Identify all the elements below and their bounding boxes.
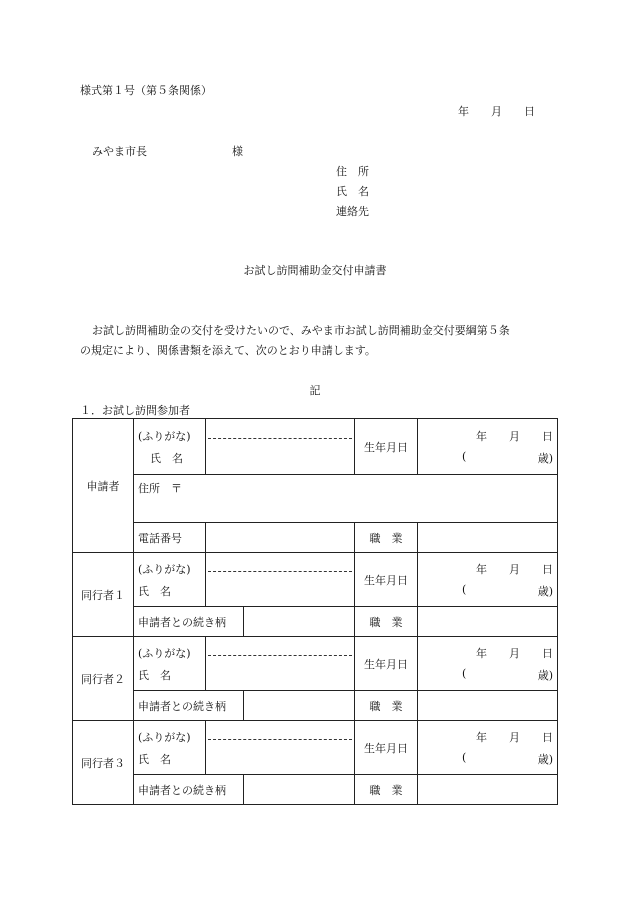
companion3-label: 同行者３ xyxy=(73,721,134,805)
date-ymd: 年 月 日 xyxy=(476,562,553,576)
companion3-relation-row xyxy=(73,775,558,805)
name-label: 氏 名 xyxy=(138,584,171,598)
name-label: 氏 名 xyxy=(138,668,171,682)
date-ymd: 年 月 日 xyxy=(476,730,553,744)
occupation-label: 職 業 xyxy=(355,607,418,637)
companion2-name-input[interactable] xyxy=(206,637,355,691)
companion2-relation-row xyxy=(73,691,558,721)
honorific: 様 xyxy=(232,145,243,158)
relation-label: 申請者との続き柄 xyxy=(134,691,244,721)
applicant-phone-row xyxy=(73,523,558,553)
furigana-label: (ふりがな) xyxy=(138,429,191,443)
companion2-relation-input[interactable] xyxy=(244,691,355,721)
body-text-line2: の規定により、関係書類を添えて、次のとおり申請します。 xyxy=(80,344,376,357)
companion3-name-input[interactable] xyxy=(206,721,355,775)
companion2-occupation-input[interactable] xyxy=(418,691,558,721)
address-label: 住所 〒 xyxy=(138,482,182,495)
furigana-label: (ふりがな) xyxy=(138,562,191,576)
furigana-line xyxy=(208,559,352,572)
occupation-label: 職 業 xyxy=(355,691,418,721)
relation-label: 申請者との続き柄 xyxy=(134,607,244,637)
birthdate-label: 生年月日 xyxy=(355,721,418,775)
birthdate-label: 生年月日 xyxy=(355,553,418,607)
applicant-address-row xyxy=(73,475,558,523)
applicant-label: 申請者 xyxy=(73,419,134,553)
phone-input[interactable] xyxy=(206,523,355,553)
date-line: 年 月 日 xyxy=(458,105,535,118)
age-field: ( 歳) xyxy=(462,750,553,766)
companion3-name-labels xyxy=(134,721,206,775)
name-label: 氏 名 xyxy=(150,451,183,465)
relation-label: 申請者との続き柄 xyxy=(134,775,244,805)
applicant-name-input[interactable] xyxy=(206,419,355,475)
companion1-name-input[interactable] xyxy=(206,553,355,607)
companion1-occupation-input[interactable] xyxy=(418,607,558,637)
furigana-label: (ふりがな) xyxy=(138,730,191,744)
applicant-name-row xyxy=(73,419,558,475)
document-title: お試し訪問補助金交付申請書 xyxy=(243,264,387,277)
applicant-address-input[interactable] xyxy=(134,475,558,523)
recipient: みやま市長 xyxy=(92,145,147,158)
companion2-name-row xyxy=(73,637,558,691)
companion3-occupation-input[interactable] xyxy=(418,775,558,805)
date-ymd: 年 月 日 xyxy=(476,646,553,660)
companion1-relation-input[interactable] xyxy=(244,607,355,637)
age-field: ( 歳) xyxy=(462,449,553,465)
companion1-relation-row xyxy=(73,607,558,637)
occupation-label: 職 業 xyxy=(355,775,418,805)
furigana-line xyxy=(208,727,352,740)
companion3-name-row xyxy=(73,721,558,775)
form-number: 様式第１号（第５条関係） xyxy=(80,84,212,97)
companion1-birthdate-input[interactable] xyxy=(418,553,558,607)
applicant-address-label: 住 所 xyxy=(336,165,369,178)
applicant-contact-label: 連絡先 xyxy=(336,205,369,218)
ki-heading: 記 xyxy=(309,384,321,397)
furigana-label: (ふりがな) xyxy=(138,646,191,660)
furigana-line xyxy=(208,426,352,439)
birthdate-label: 生年月日 xyxy=(355,637,418,691)
companion1-label: 同行者１ xyxy=(73,553,134,637)
companion3-relation-input[interactable] xyxy=(244,775,355,805)
name-label: 氏 名 xyxy=(138,752,171,766)
age-field: ( 歳) xyxy=(462,666,553,682)
furigana-line xyxy=(208,643,352,656)
age-field: ( 歳) xyxy=(462,582,553,598)
participants-table xyxy=(72,418,558,805)
birthdate-label: 生年月日 xyxy=(355,419,418,475)
body-text-line1: お試し訪問補助金の交付を受けたいので、みやま市お試し訪問補助金交付要綱第５条 xyxy=(92,324,510,337)
date-ymd: 年 月 日 xyxy=(476,429,553,443)
occupation-label: 職 業 xyxy=(355,523,418,553)
phone-label: 電話番号 xyxy=(134,523,206,553)
applicant-birthdate-input[interactable] xyxy=(418,419,558,475)
applicant-name-label: 氏 名 xyxy=(336,185,369,198)
companion1-name-row xyxy=(73,553,558,607)
applicant-name-labels xyxy=(134,419,206,475)
companion2-label: 同行者２ xyxy=(73,637,134,721)
companion1-name-labels xyxy=(134,553,206,607)
companion2-birthdate-input[interactable] xyxy=(418,637,558,691)
companion2-name-labels xyxy=(134,637,206,691)
occupation-input[interactable] xyxy=(418,523,558,553)
section-heading: １．お試し訪問参加者 xyxy=(80,404,190,417)
companion3-birthdate-input[interactable] xyxy=(418,721,558,775)
